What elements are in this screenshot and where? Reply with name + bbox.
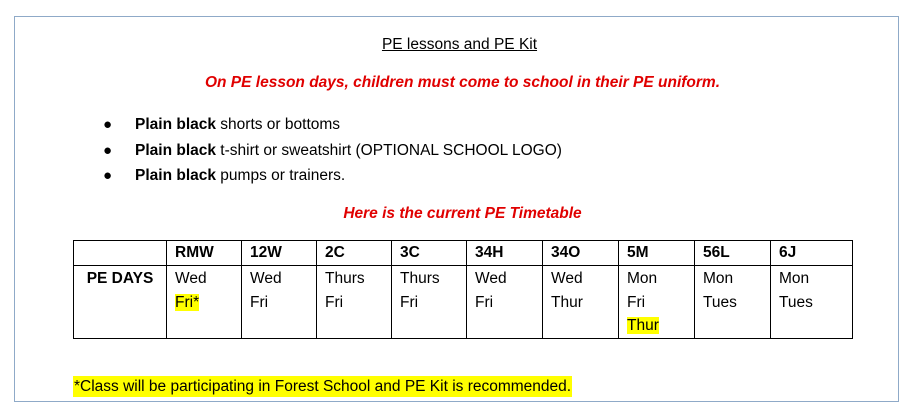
- kit-item-bold: Plain black: [135, 167, 216, 184]
- days-cell: [317, 266, 392, 339]
- day-entry: Fri: [325, 293, 344, 311]
- uniform-notice: On PE lesson days, children must come to school in their PE uniform.: [204, 74, 721, 91]
- kit-item: [103, 163, 562, 189]
- day-entry: Wed: [475, 270, 507, 287]
- kit-item-text: t-shirt or sweatshirt (OPTIONAL SCHOOL LOGO): [215, 141, 562, 159]
- timetable-heading: Here is the current PE Timetable: [343, 205, 582, 222]
- kit-item-bold: Plain black: [135, 116, 216, 133]
- kit-item: [103, 138, 562, 164]
- class-header: 56L: [695, 241, 771, 266]
- class-header: 34H: [467, 241, 543, 266]
- day-entry: Thurs: [400, 270, 440, 287]
- days-cell: [619, 266, 695, 339]
- day-entry: [627, 314, 694, 338]
- day-entry: [175, 291, 241, 315]
- day-entry: Fri: [627, 293, 646, 311]
- day-entry: Wed: [175, 270, 207, 287]
- kit-item-bold: Plain black: [135, 141, 216, 159]
- class-header: 34O: [543, 241, 619, 266]
- pe-timetable: [73, 240, 853, 339]
- day-entry: Fri: [400, 293, 419, 311]
- days-cell: [167, 266, 242, 339]
- kit-item: [103, 112, 562, 138]
- forest-school-footnote: *Class will be participating in Forest School and PE Kit is recommended.: [74, 378, 572, 395]
- bullet-icon: ●: [103, 116, 113, 133]
- day-entry: Wed: [250, 270, 282, 287]
- class-header: 2C: [317, 241, 392, 266]
- days-cell: [242, 266, 317, 339]
- class-header: 6J: [771, 241, 853, 266]
- day-entry: Mon: [703, 270, 734, 287]
- day-entry: Tues: [703, 293, 737, 311]
- bullet-icon: ●: [103, 141, 113, 159]
- kit-item-text: shorts or bottoms: [215, 116, 341, 133]
- header-corner-cell: [74, 241, 167, 266]
- days-cell: [771, 266, 853, 339]
- day-entry: Mon: [627, 270, 658, 287]
- days-cell: [543, 266, 619, 339]
- kit-list: [103, 112, 562, 189]
- days-cell: [467, 266, 543, 339]
- day-entry: Wed: [551, 270, 583, 287]
- class-header: 3C: [392, 241, 467, 266]
- day-entry: Fri: [475, 293, 494, 311]
- day-entry: Thurs: [325, 270, 365, 287]
- class-header: RMW: [167, 241, 242, 266]
- days-cell: [695, 266, 771, 339]
- class-header: 5M: [619, 241, 695, 266]
- day-entry: Thur: [551, 293, 583, 311]
- day-entry: Mon: [779, 270, 810, 287]
- highlighted-day: Fri*: [175, 293, 200, 311]
- day-entry: Tues: [779, 293, 813, 311]
- bullet-icon: ●: [103, 167, 113, 184]
- row-label: PE DAYS: [74, 266, 167, 339]
- page-title: PE lessons and PE Kit: [381, 36, 538, 53]
- timetable-header-row: [74, 241, 853, 266]
- days-cell: [392, 266, 467, 339]
- kit-item-text: pumps or trainers.: [215, 167, 346, 184]
- day-entry: Fri: [250, 293, 269, 311]
- class-header: 12W: [242, 241, 317, 266]
- highlighted-day: Thur: [627, 317, 659, 334]
- pe-days-row: [74, 266, 853, 339]
